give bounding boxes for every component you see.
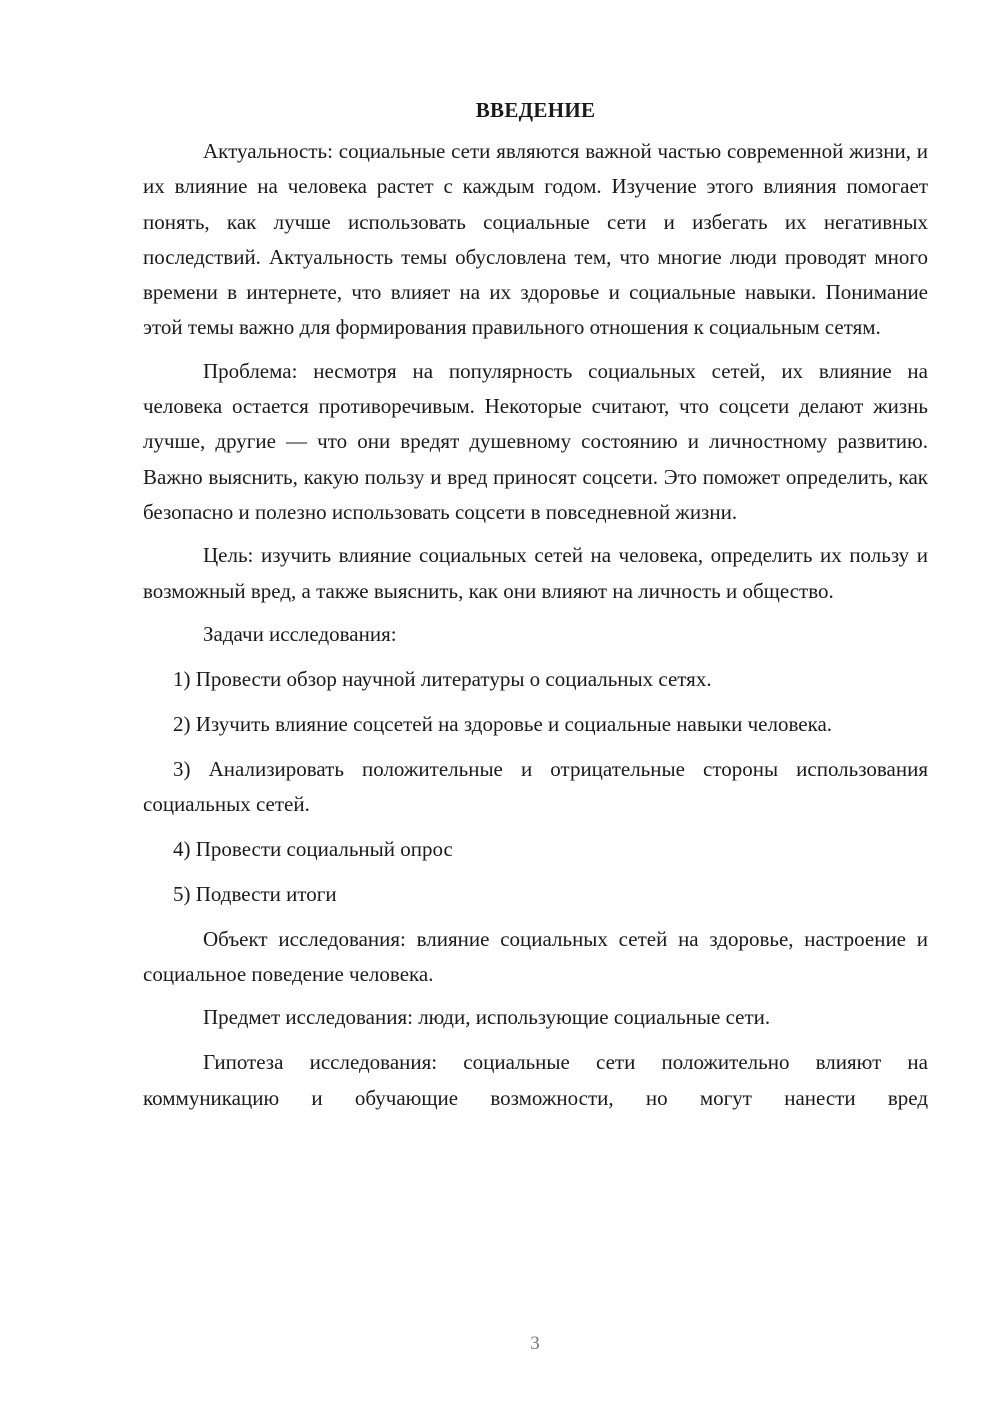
task-item-5: 5) Подвести итоги: [173, 881, 337, 906]
relevance-paragraph: Актуальность: социальные сети являются важной частью современной жизни, и их влияние на человека растет с каждым годом. Изучение этого влияния помогает понять, как лучше использовать социальные сети и избегать их негативных последствий. Актуальность темы обусловлена тем, что многие люди проводят много времени в интернете, что влияет на их здоровье и социальные навыки. Понимание этой темы важно для формирования правильного отношения к социальным сетям.: [143, 139, 928, 340]
subject-paragraph: Предмет исследования: люди, использующие социальные сети.: [203, 1005, 771, 1030]
task-item-4: 4) Провести социальный опрос: [173, 836, 453, 861]
section-heading: ВВЕДЕНИЕ: [475, 98, 596, 122]
task-item-2: 2) Изучить влияние соцсетей на здоровье и социальные навыки человека.: [173, 711, 833, 736]
tasks-title: Задачи исследования:: [203, 621, 397, 646]
task-item-3: 3) Анализировать положительные и отрицательные стороны использования социальных сетей.: [143, 756, 928, 816]
problem-paragraph: Проблема: несмотря на популярность социальных сетей, их влияние на человека остается противоречивым. Некоторые считают, что соцсети делают жизнь лучше, другие — что они вредят душевному состоянию и личностному развитию. Важно выяснить, какую пользу и вред приносят соцсети. Это поможет определить, как безопасно и полезно использовать соцсети в повседневной жизни.: [143, 358, 928, 524]
goal-paragraph: Цель: изучить влияние социальных сетей на человека, определить их пользу и возможный вред, а также выяснить, как они влияют на личность и общество.: [143, 543, 928, 603]
page-number: 3: [530, 1333, 540, 1354]
object-paragraph: Объект исследования: влияние социальных сетей на здоровье, настроение и социальное поведение человека.: [143, 926, 928, 987]
hypothesis-paragraph: Гипотеза исследования: социальные сети положительно влияют на коммуникацию и обучающие возможности, но могут нанести вред: [143, 1050, 928, 1110]
document-page: [143, 92, 928, 1124]
task-item-1: 1) Провести обзор научной литературы о социальных сетях.: [173, 666, 712, 691]
